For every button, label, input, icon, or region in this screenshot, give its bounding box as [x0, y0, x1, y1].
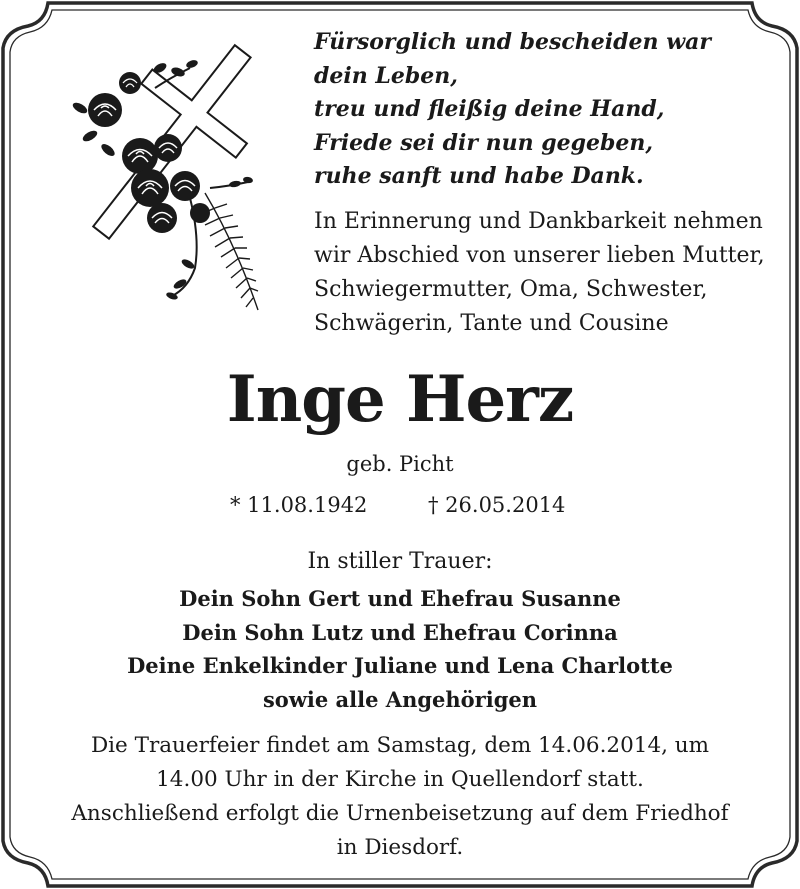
intro-text: [314, 205, 784, 341]
service-line: in Diesdorf.: [336, 835, 464, 860]
poem-line: Fürsorglich und bescheiden war: [314, 29, 711, 55]
intro-line: In Erinnerung und Dankbarkeit nehmen: [314, 209, 763, 234]
mourners-list: [0, 582, 800, 716]
mourning-title: In stiller Trauer:: [307, 549, 493, 574]
mourner-line: Deine Enkelkinder Juliane und Lena Charlotte: [127, 653, 673, 678]
poem-line: treu und fleißig deine Hand,: [314, 96, 665, 122]
life-dates: [0, 488, 800, 522]
intro-line: Schwiegermutter, Oma, Schwester,: [314, 277, 708, 302]
maiden-name: geb. Picht: [346, 452, 454, 476]
service-info: [0, 729, 800, 865]
poem-line: Friede sei dir nun gegeben,: [314, 129, 654, 156]
mourner-line: Dein Sohn Lutz und Ehefrau Corinna: [182, 619, 618, 645]
service-line: Die Trauerfeier findet am Samstag, dem 14.06.2014, um: [90, 733, 710, 758]
birth-date: * 11.08.1942: [230, 493, 368, 517]
deceased-name: Inge Herz: [226, 362, 574, 437]
service-line: Anschließend erfolgt die Urnenbeisetzung auf dem Friedhof: [71, 801, 729, 826]
service-line: 14.00 Uhr in der Kirche in Quellendorf statt.: [156, 767, 644, 792]
mourner-line: sowie alle Angehörigen: [262, 686, 538, 712]
intro-line: Schwägerin, Tante und Cousine: [314, 311, 669, 336]
death-date: † 26.05.2014: [428, 493, 566, 517]
poem: [314, 26, 784, 194]
poem-line: ruhe sanft und habe Dank.: [314, 163, 644, 189]
mourner-line: Dein Sohn Gert und Ehefrau Susanne: [179, 586, 621, 611]
intro-line: wir Abschied von unserer lieben Mutter,: [314, 243, 765, 268]
cross-with-roses-icon: [60, 28, 275, 318]
poem-line: dein Leben,: [314, 62, 458, 89]
